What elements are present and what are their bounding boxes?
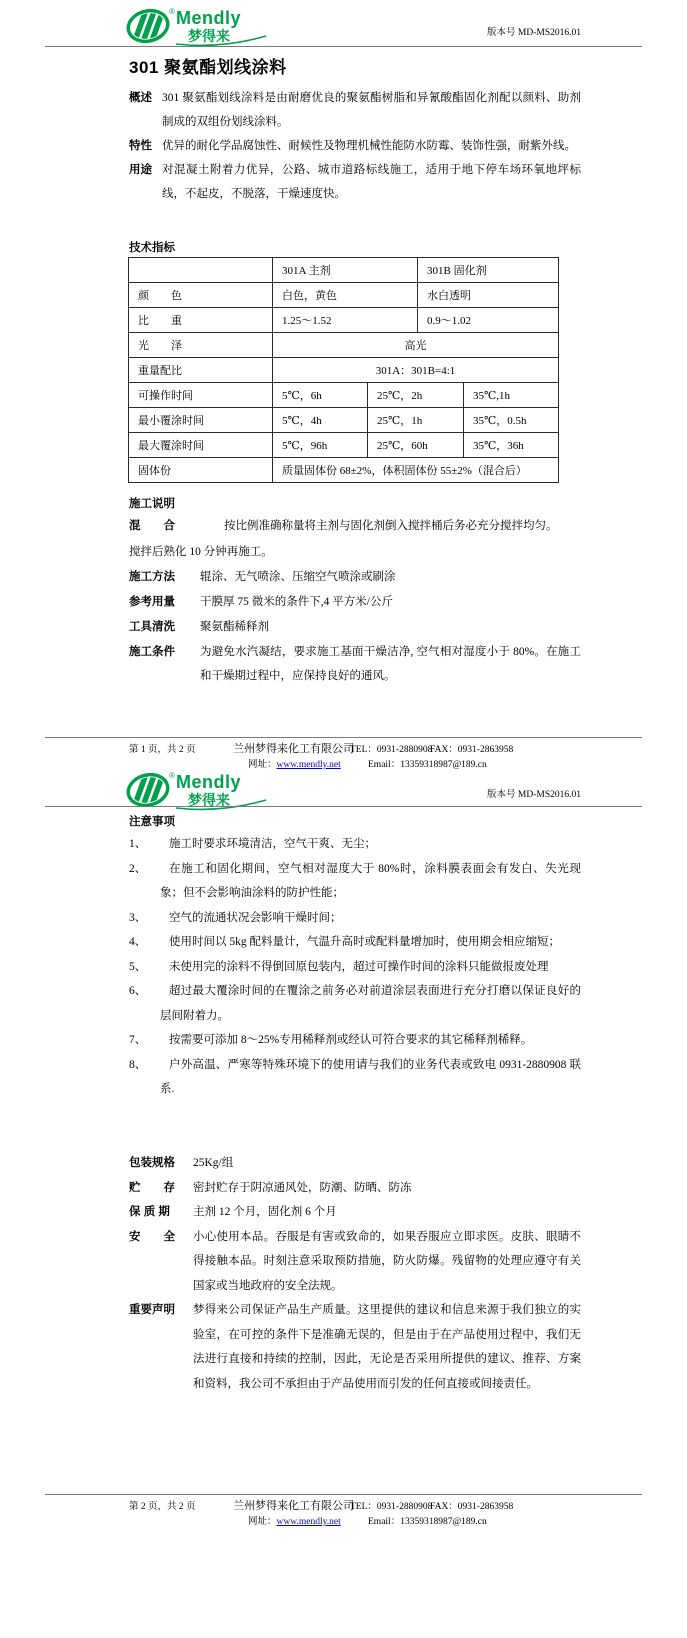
tech-spec-table xyxy=(128,257,559,483)
spec-text: 密封贮存于阴凉通风处，防潮、防晒、防冻 xyxy=(193,1181,412,1194)
logo-brand-cn-text: 梦得来 xyxy=(188,28,230,44)
caution-item xyxy=(129,857,581,906)
caution-item xyxy=(129,955,581,980)
construction-heading: 施工说明 xyxy=(129,498,175,510)
email-address: Email：13359318987@189.cn xyxy=(368,760,487,770)
caution-item xyxy=(129,979,581,1028)
construction-label: 参考用量 xyxy=(129,596,175,608)
header-rule xyxy=(45,46,642,47)
caution-number: 7、 xyxy=(129,1034,147,1046)
website-link[interactable]: www.mendly.net xyxy=(276,760,341,770)
mixing-row xyxy=(129,514,581,539)
page1-page-info: 第 1 页，共 2 页 xyxy=(129,745,196,755)
cell-value: 0.9～1.02 xyxy=(418,308,559,333)
caution-item xyxy=(129,930,581,955)
footer-rule xyxy=(45,737,642,738)
caution-number: 8、 xyxy=(129,1058,147,1071)
caution-number: 4、 xyxy=(129,936,147,948)
tech-spec-heading: 技术指标 xyxy=(129,242,175,254)
caution-text: 超过最大覆涂时间的在覆涂之前务必对前道涂层表面进行充分打磨以保证良好的层间附着力。 xyxy=(160,985,581,1022)
mixing-text: 按比例准确称量将主剂与固化剂倒入搅拌桶后务必充分搅拌均匀。 xyxy=(224,520,558,532)
intro-label: 特性 xyxy=(129,140,152,152)
caution-item xyxy=(129,832,581,857)
table-row xyxy=(129,408,559,433)
caution-text: 按需要可添加 8～25%专用稀释剂或经认可符合要求的其它稀释剂稀释。 xyxy=(169,1034,533,1046)
intro-item xyxy=(129,134,581,158)
construction-text: 辊涂、无气喷涂、压缩空气喷涂或刷涂 xyxy=(200,571,396,583)
spec-list xyxy=(129,1151,581,1396)
spec-item xyxy=(129,1200,581,1225)
construction-label: 工具清洗 xyxy=(129,621,175,633)
caution-number: 2、 xyxy=(129,862,147,875)
cell-label: 光 泽 xyxy=(129,333,273,358)
construction-list xyxy=(129,565,581,689)
tel-number: TEL：0931-2880908 xyxy=(350,1502,433,1512)
spec-label: 重要声明 xyxy=(129,1304,175,1316)
cautions-heading: 注意事项 xyxy=(129,816,175,828)
construction-label: 施工方法 xyxy=(129,571,175,583)
header-rule xyxy=(45,806,642,807)
website-label: 网址： xyxy=(248,1517,277,1527)
logo-brand-text: Mendly xyxy=(176,8,242,28)
caution-text: 使用时间以 5kg 配料量计，气温升高时或配料量增加时，使用期会相应缩短； xyxy=(169,936,560,948)
company-name: 兰州梦得来化工有限公司 xyxy=(233,1500,354,1512)
caution-text: 未使用完的涂料不得倒回原包装内，超过可操作时间的涂料只能做报废处理 xyxy=(169,960,549,973)
cell-value: 质量固体份 68±2%，体积固体份 55±2%（混合后） xyxy=(273,458,559,483)
spec-text: 主剂 12 个月，固化剂 6 个月 xyxy=(193,1206,337,1218)
spec-text: 小心使用本品。吞服是有害或致命的，如果吞服应立即求医。皮肤、眼睛不得接触本品。时刻注意采取预防措施，防火防爆。残留物的处理应遵守有关国家或当地政府的安全法规。 xyxy=(193,1230,581,1292)
mix-note: 搅拌后熟化 10 分钟再施工。 xyxy=(129,546,273,558)
table-row xyxy=(129,383,559,408)
company-name: 兰州梦得来化工有限公司 xyxy=(233,743,354,755)
intro-text: 301 聚氨酯划线涂料是由耐磨优良的聚氨酯树脂和异氰酸酯固化剂配以颜料、助剂制成的双组份划线涂料。 xyxy=(162,92,581,128)
caution-text: 空气的流通状况会影响干燥时间； xyxy=(169,911,342,924)
version-number: 版本号 MD-MS2016.01 xyxy=(487,28,581,38)
caution-number: 3、 xyxy=(129,911,147,924)
website-link[interactable]: www.mendly.net xyxy=(276,1517,341,1527)
table-row xyxy=(129,433,559,458)
website-label: 网址： xyxy=(248,760,277,770)
intro-item xyxy=(129,86,581,134)
version-number: 版本号 MD-MS2016.01 xyxy=(487,790,581,800)
website-row xyxy=(248,1513,341,1527)
cell-value: 水白透明 xyxy=(418,283,559,308)
caution-item xyxy=(129,1028,581,1053)
spec-label: 保 质 期 xyxy=(129,1206,170,1218)
construction-item xyxy=(129,565,581,589)
cell-value: 5℃，96h xyxy=(273,433,368,458)
logo-brand-cn-text: 梦得来 xyxy=(188,792,230,808)
registered-mark: ® xyxy=(169,7,175,16)
cell-301b-header: 301B 固化剂 xyxy=(418,258,559,283)
spec-label: 贮 存 xyxy=(129,1181,175,1194)
table-row xyxy=(129,333,559,358)
caution-item xyxy=(129,906,581,931)
page2-page-info: 第 2 页，共 2 页 xyxy=(129,1502,196,1512)
fax-number: FAX：0931-2863958 xyxy=(430,745,514,755)
construction-item xyxy=(129,615,581,639)
spec-text: 梦得来公司保证产品生产质量。这里提供的建议和信息来源于我们独立的实验室，在可控的条件下是准确无误的，但是由于在产品使用过程中，我们无法进行直接和持续的控制，因此，无论是否采用所提供的建议、推荐、方案和资料，我公司不承担由于产品使用而引发的任何直接或间接责任。 xyxy=(193,1304,581,1390)
construction-item xyxy=(129,640,581,688)
caution-number: 6、 xyxy=(129,985,147,997)
construction-item xyxy=(129,590,581,614)
cell-label: 固体份 xyxy=(129,458,273,483)
caution-item xyxy=(129,1053,581,1102)
spec-item xyxy=(129,1298,581,1396)
caution-text: 户外高温、严寒等特殊环境下的使用请与我们的业务代表或致电 0931-2880908 联系. xyxy=(160,1058,581,1095)
construction-text: 聚氨酯稀释剂 xyxy=(200,621,269,633)
intro-text: 对混凝土附着力优异，公路、城市道路标线施工，适用于地下停车场环氧地坪标线，不起皮，不脱落，干燥速度快。 xyxy=(162,164,581,200)
intro-label: 用途 xyxy=(129,164,152,176)
construction-text: 干膜厚 75 微米的条件下,4 平方米/公斤 xyxy=(200,596,393,608)
footer-rule xyxy=(45,1494,642,1495)
cell-value: 高光 xyxy=(273,333,559,358)
caution-text: 施工时要求环境清洁，空气干爽、无尘； xyxy=(169,838,376,850)
caution-number: 5、 xyxy=(129,960,147,973)
tel-number: TEL：0931-2880908 xyxy=(350,745,433,755)
cell-value: 白色，黄色 xyxy=(273,283,418,308)
cell-label: 比 重 xyxy=(129,308,273,333)
spec-text: 25Kg/组 xyxy=(193,1157,234,1169)
intro-list xyxy=(129,86,581,206)
email-address: Email：13359318987@189.cn xyxy=(368,1517,487,1527)
construction-label: 施工条件 xyxy=(129,646,175,658)
cell-value: 25℃，2h xyxy=(368,383,464,408)
cell-label: 颜 色 xyxy=(129,283,273,308)
cell-value: 35℃，36h xyxy=(464,433,559,458)
table-row xyxy=(129,283,559,308)
caution-text: 在施工和固化期间，空气相对湿度大于 80%时，涂料膜表面会有发白、失光现象；但不会影响油涂料的防护性能； xyxy=(160,862,581,899)
spec-item xyxy=(129,1176,581,1201)
table-row xyxy=(129,358,559,383)
spec-label: 安 全 xyxy=(129,1230,175,1243)
cell-301a-header: 301A 主剂 xyxy=(273,258,418,283)
logo-brand-text: Mendly xyxy=(176,772,242,792)
cell-value: 35℃，0.5h xyxy=(464,408,559,433)
cell-value: 25℃，1h xyxy=(368,408,464,433)
cell-value: 1.25～1.52 xyxy=(273,308,418,333)
cell-value: 35℃,1h xyxy=(464,383,559,408)
table-row xyxy=(129,458,559,483)
fax-number: FAX：0931-2863958 xyxy=(430,1502,514,1512)
cell-label: 最大覆涂时间 xyxy=(129,433,273,458)
mendly-logo-graphic xyxy=(126,4,296,48)
cell-value: 25℃，60h xyxy=(368,433,464,458)
construction-text: 为避免水汽凝结，要求施工基面干燥洁净, 空气相对湿度小于 80%。在施工和干燥期过程中，应保持良好的通风。 xyxy=(200,646,581,682)
mendly-logo xyxy=(126,4,296,48)
cell-value: 5℃，4h xyxy=(273,408,368,433)
page-title: 301 聚氨酯划线涂料 xyxy=(129,58,287,77)
cell-label: 最小覆涂时间 xyxy=(129,408,273,433)
cell-value: 5℃，6h xyxy=(273,383,368,408)
table-row xyxy=(129,308,559,333)
table-row xyxy=(129,258,559,283)
cell-label: 可操作时间 xyxy=(129,383,273,408)
spec-item xyxy=(129,1151,581,1176)
registered-mark: ® xyxy=(169,771,175,780)
spec-label: 包装规格 xyxy=(129,1157,175,1169)
cell-label: 重量配比 xyxy=(129,358,273,383)
cell-value: 301A：301B=4:1 xyxy=(273,358,559,383)
caution-number: 1、 xyxy=(129,838,147,850)
intro-label: 概述 xyxy=(129,92,152,104)
intro-item xyxy=(129,158,581,206)
mixing-label: 混 合 xyxy=(129,520,175,532)
spec-item xyxy=(129,1225,581,1299)
cautions-list xyxy=(129,832,581,1102)
cell-blank xyxy=(129,258,273,283)
intro-text: 优异的耐化学品腐蚀性、耐候性及物理机械性能防水防霉、装饰性强，耐紫外线。 xyxy=(162,140,576,152)
